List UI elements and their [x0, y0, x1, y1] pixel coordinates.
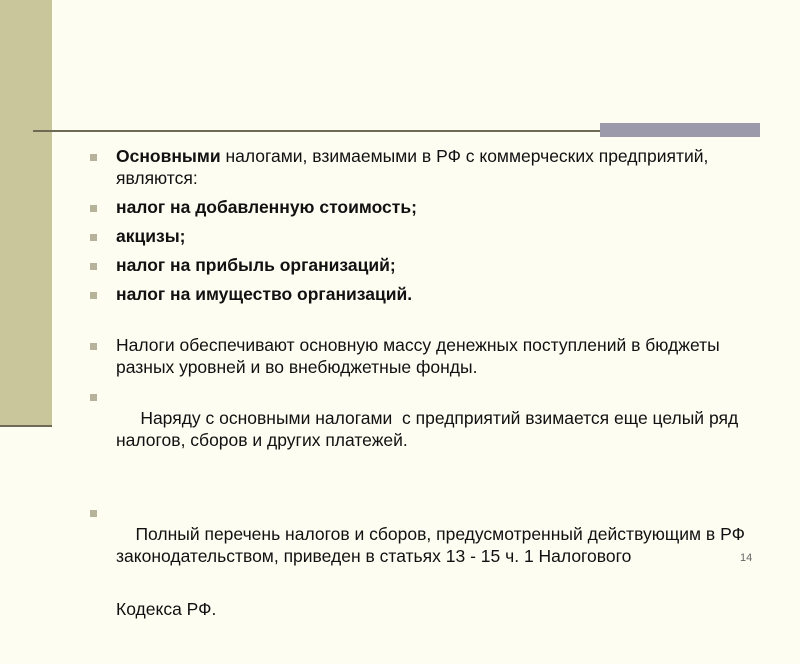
item-text: налогами, взимаемыми в РФ с коммерческих предприятий, являются: — [116, 146, 709, 188]
item-text: акцизы; — [116, 226, 186, 246]
bullet-icon — [90, 263, 97, 270]
item-text-continuation: Кодекса РФ. — [116, 599, 217, 619]
list-item — [90, 283, 780, 305]
bullet-icon — [90, 205, 97, 212]
list-item — [90, 385, 780, 473]
item-text: Полный перечень налогов и сборов, предусмотренный действующим в РФ законодательством, приведен в статьях 13 - 15 ч. 1 Налогового — [116, 524, 755, 566]
page-number: 14 — [740, 552, 753, 564]
bullet-icon — [90, 234, 97, 241]
list-item — [90, 254, 780, 276]
bullet-icon — [90, 343, 97, 350]
sidebar-decoration — [0, 0, 52, 425]
bullet-icon — [90, 510, 97, 517]
item-text: налог на имущество организаций. — [116, 284, 413, 304]
item-text: налог на прибыль организаций; — [116, 255, 396, 275]
list-item — [90, 225, 780, 247]
sidebar-bottom-line — [0, 425, 52, 427]
item-text: Налоги обеспечивают основную массу денежных поступлений в бюджеты разных уровней и во внебюджетные фонды. — [116, 335, 720, 377]
slide-content — [90, 145, 780, 664]
list-item — [90, 501, 780, 664]
list-item — [90, 145, 780, 189]
item-text: налог на добавленную стоимость; — [116, 197, 417, 217]
bullet-icon — [90, 292, 97, 299]
header-accent-block — [600, 123, 760, 137]
list-item — [90, 196, 780, 218]
item-lead-text: Основными — [116, 146, 221, 166]
item-text: Наряду с основными налогами с предприятий взимается еще целый ряд налогов, сборов и других платежей. — [116, 408, 744, 450]
list-item — [90, 334, 780, 378]
bullet-icon — [90, 154, 97, 161]
bullet-icon — [90, 394, 97, 401]
